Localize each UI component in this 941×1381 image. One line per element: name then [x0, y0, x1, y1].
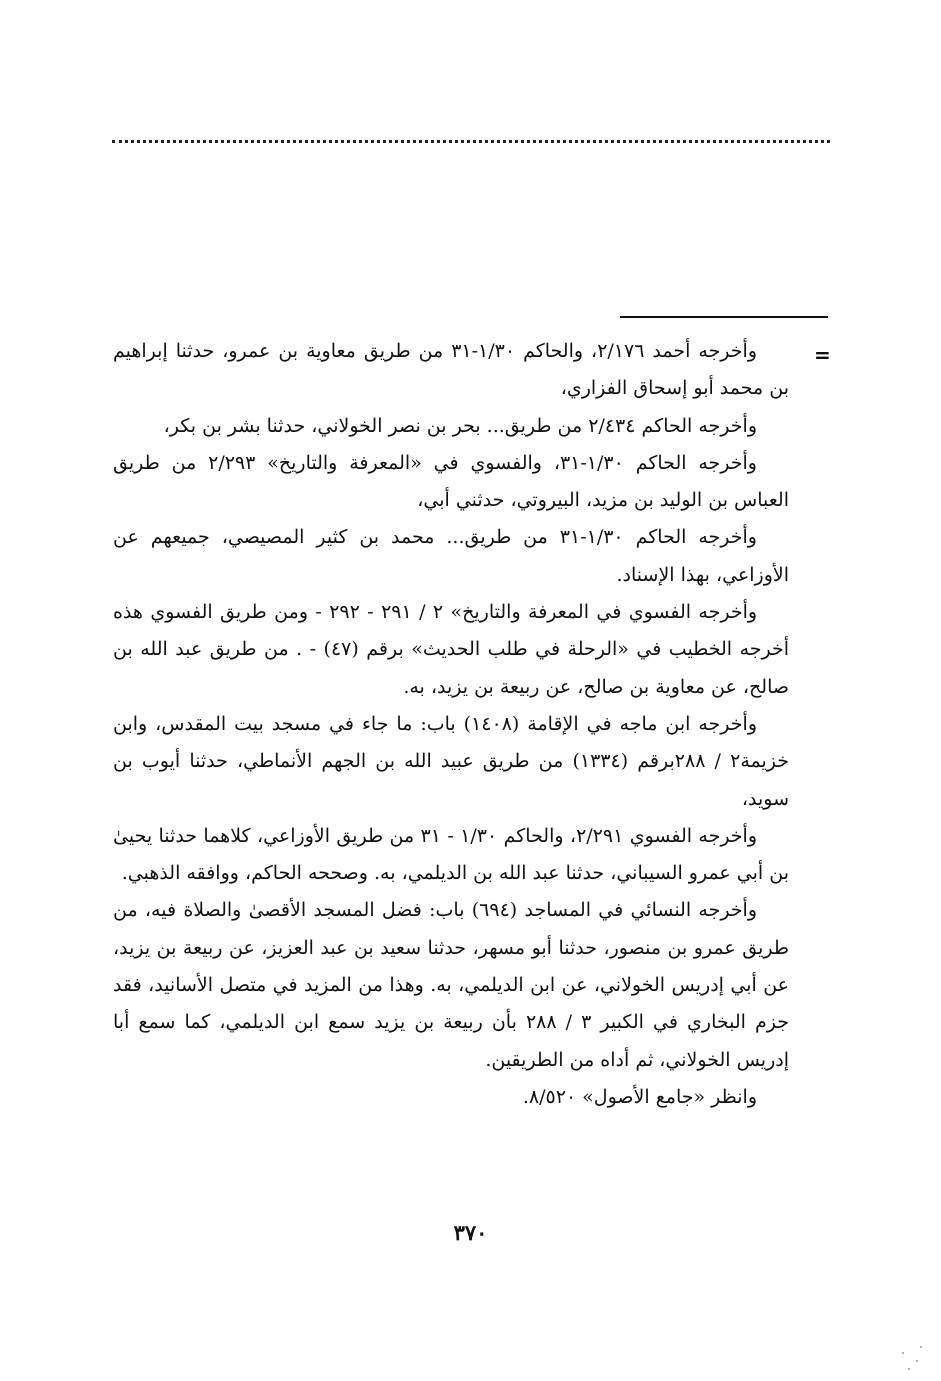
footnote-paragraph: وأخرجه أحمد ٢/١٧٦، والحاكم ١/٣٠-٣١ من طريق معاوية بن عمرو، حدثنا إبراهيم بن محمد أبو إسحاق الفزاري، [113, 340, 789, 400]
footnote-paragraph: وأخرجه النسائي في المساجد (٦٩٤) باب: فضل المسجد الأقصىٰ والصلاة فيه، من طريق عمرو بن منصور، حدثنا أبو مسهر، حدثنا سعيد بن عبد العزيز، عن ربيعة بن يزيد، عن أبي إدريس الخولاني، عن ابن الديلمي، به. وهذا من المزيد في متصل الأسانيد، فقد جزم البخاري في الكبير ٣ / ٢٨٨ بأن ربيعة بن يزيد سمع ابن الديلمي، كما سمع أبا إدريس الخولاني، ثم أداه من الطريقين. [113, 899, 789, 1071]
scan-speck [916, 1360, 918, 1362]
footnote-paragraph: وأخرجه الحاكم ١/٣٠-٣١، والفسوي في «المعرفة والتاريخ» ٢/٢٩٣ من طريق العباس بن الوليد بن مزيد، البيروتي، حدثني أبي، [113, 451, 789, 512]
footnote-paragraph: وانظر «جامع الأصول» ٨/٥٢٠. [522, 1085, 757, 1108]
footnote-paragraph: وأخرجه ابن ماجه في الإقامة (١٤٠٨) باب: ما جاء في مسجد بيت المقدس، وابن خزيمة٢ / ٢٨٨برقم (١٣٣٤) من طريق عبيد الله بن الجهم الأنماطي، حدثنا أيوب بن سويد، [113, 712, 790, 810]
footnote-paragraph: وأخرجه الفسوي ٢/٢٩١، والحاكم ١/٣٠ - ٣١ من طريق الأوزاعي، كلاهما حدثنا يحيىٰ بن أبي عمرو السيباني، حدثنا عبد الله بن الديلمي، به. وصححه الحاكم، ووافقه الذهبي. [113, 824, 789, 885]
page-number: ٣٧٠ [453, 1220, 488, 1245]
scan-speck [920, 1346, 922, 1348]
scan-speck [908, 1368, 910, 1370]
footnote-paragraph: وأخرجه الحاكم ١/٣٠-٣١ من طريق... محمد بن كثير المصيصي، جميعهم عن الأوزاعي، بهذا الإسناد. [113, 526, 789, 586]
footnote-continuation-mark: = [814, 343, 831, 367]
dotted-separator [112, 140, 830, 143]
scan-speck [902, 1352, 904, 1354]
footnote-text [113, 333, 789, 1116]
footnote-paragraph: وأخرجه الفسوي في المعرفة والتاريخ» ٢ / ٢٩١ - ٢٩٢ - ومن طريق الفسوي هذه أخرجه الخطيب في «الرحلة في طلب الحديث» برقم (٤٧) - . من طريق عبد الله بن صالح، عن معاوية بن صالح، عن ربيعة بن يزيد، به. [113, 601, 790, 698]
footnote-paragraph: وأخرجه الحاكم ٢/٤٣٤ من طريق... بحر بن نصر الخولاني، حدثنا بشر بن بكر، [163, 414, 757, 437]
footnote-separator-line [620, 316, 828, 318]
